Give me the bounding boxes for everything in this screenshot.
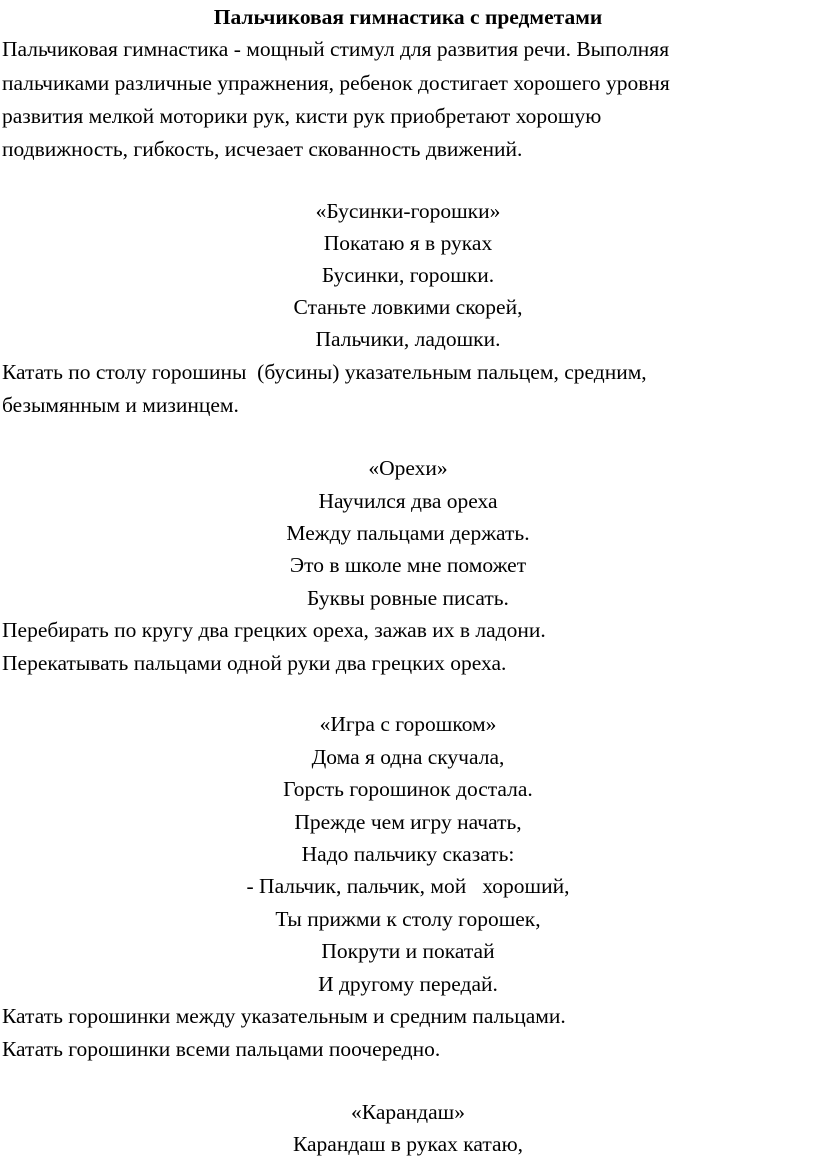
verse-line: Ты прижми к столу горошек, bbox=[275, 907, 541, 931]
verse-line: Карандаш в руках катаю, bbox=[292, 1132, 524, 1156]
verse-line: Буквы ровные писать. bbox=[307, 586, 509, 610]
intro-line: развития мелкой моторики рук, кисти рук приобретают хорошую bbox=[2, 104, 602, 128]
verse-line: Горсть горошинок достала. bbox=[283, 777, 533, 801]
instruction-line: Перебирать по кругу два грецких ореха, зажав их в ладони. bbox=[2, 618, 546, 642]
instruction-line: Катать горошинки между указательным и средним пальцами. bbox=[2, 1004, 566, 1028]
instruction-line: безымянным и мизинцем. bbox=[2, 393, 239, 417]
verse-line: Надо пальчику сказать: bbox=[301, 842, 515, 866]
intro-line: Пальчиковая гимнастика - мощный стимул для развития речи. Выполняя bbox=[2, 37, 670, 61]
document-title: Пальчиковая гимнастика с предметами bbox=[213, 5, 603, 29]
verse-line: И другому передай. bbox=[318, 972, 498, 996]
verse-line: Бусинки, горошки. bbox=[321, 263, 495, 287]
intro-line: пальчиками различные упражнения, ребенок достигает хорошего уровня bbox=[2, 71, 670, 95]
instruction-line: Катать по столу горошины (бусины) указательным пальцем, средним, bbox=[2, 360, 647, 384]
verse-line: Дома я одна скучала, bbox=[311, 745, 505, 769]
verse-line: Это в школе мне поможет bbox=[289, 553, 527, 577]
verse-line: Между пальцами держать. bbox=[286, 521, 530, 545]
section-heading: «Карандаш» bbox=[351, 1100, 465, 1124]
verse-line: Станьте ловкими скорей, bbox=[293, 295, 523, 319]
section-heading: «Игра с горошком» bbox=[319, 712, 497, 736]
verse-line: - Пальчик, пальчик, мой хороший, bbox=[246, 874, 570, 898]
intro-line: подвижность, гибкость, исчезает скованность движений. bbox=[2, 137, 523, 161]
section-heading: «Бусинки-горошки» bbox=[315, 199, 501, 223]
instruction-line: Перекатывать пальцами одной руки два грецких ореха. bbox=[2, 651, 507, 675]
verse-line: Пальчики, ладошки. bbox=[315, 327, 501, 351]
verse-line: Покатаю я в руках bbox=[323, 231, 493, 255]
verse-line: Покрути и покатай bbox=[321, 939, 495, 963]
verse-line: Прежде чем игру начать, bbox=[294, 810, 522, 834]
instruction-line: Катать горошинки всеми пальцами поочередно. bbox=[2, 1037, 441, 1061]
verse-line: Научился два ореха bbox=[318, 489, 498, 513]
section-heading: «Орехи» bbox=[368, 456, 448, 480]
